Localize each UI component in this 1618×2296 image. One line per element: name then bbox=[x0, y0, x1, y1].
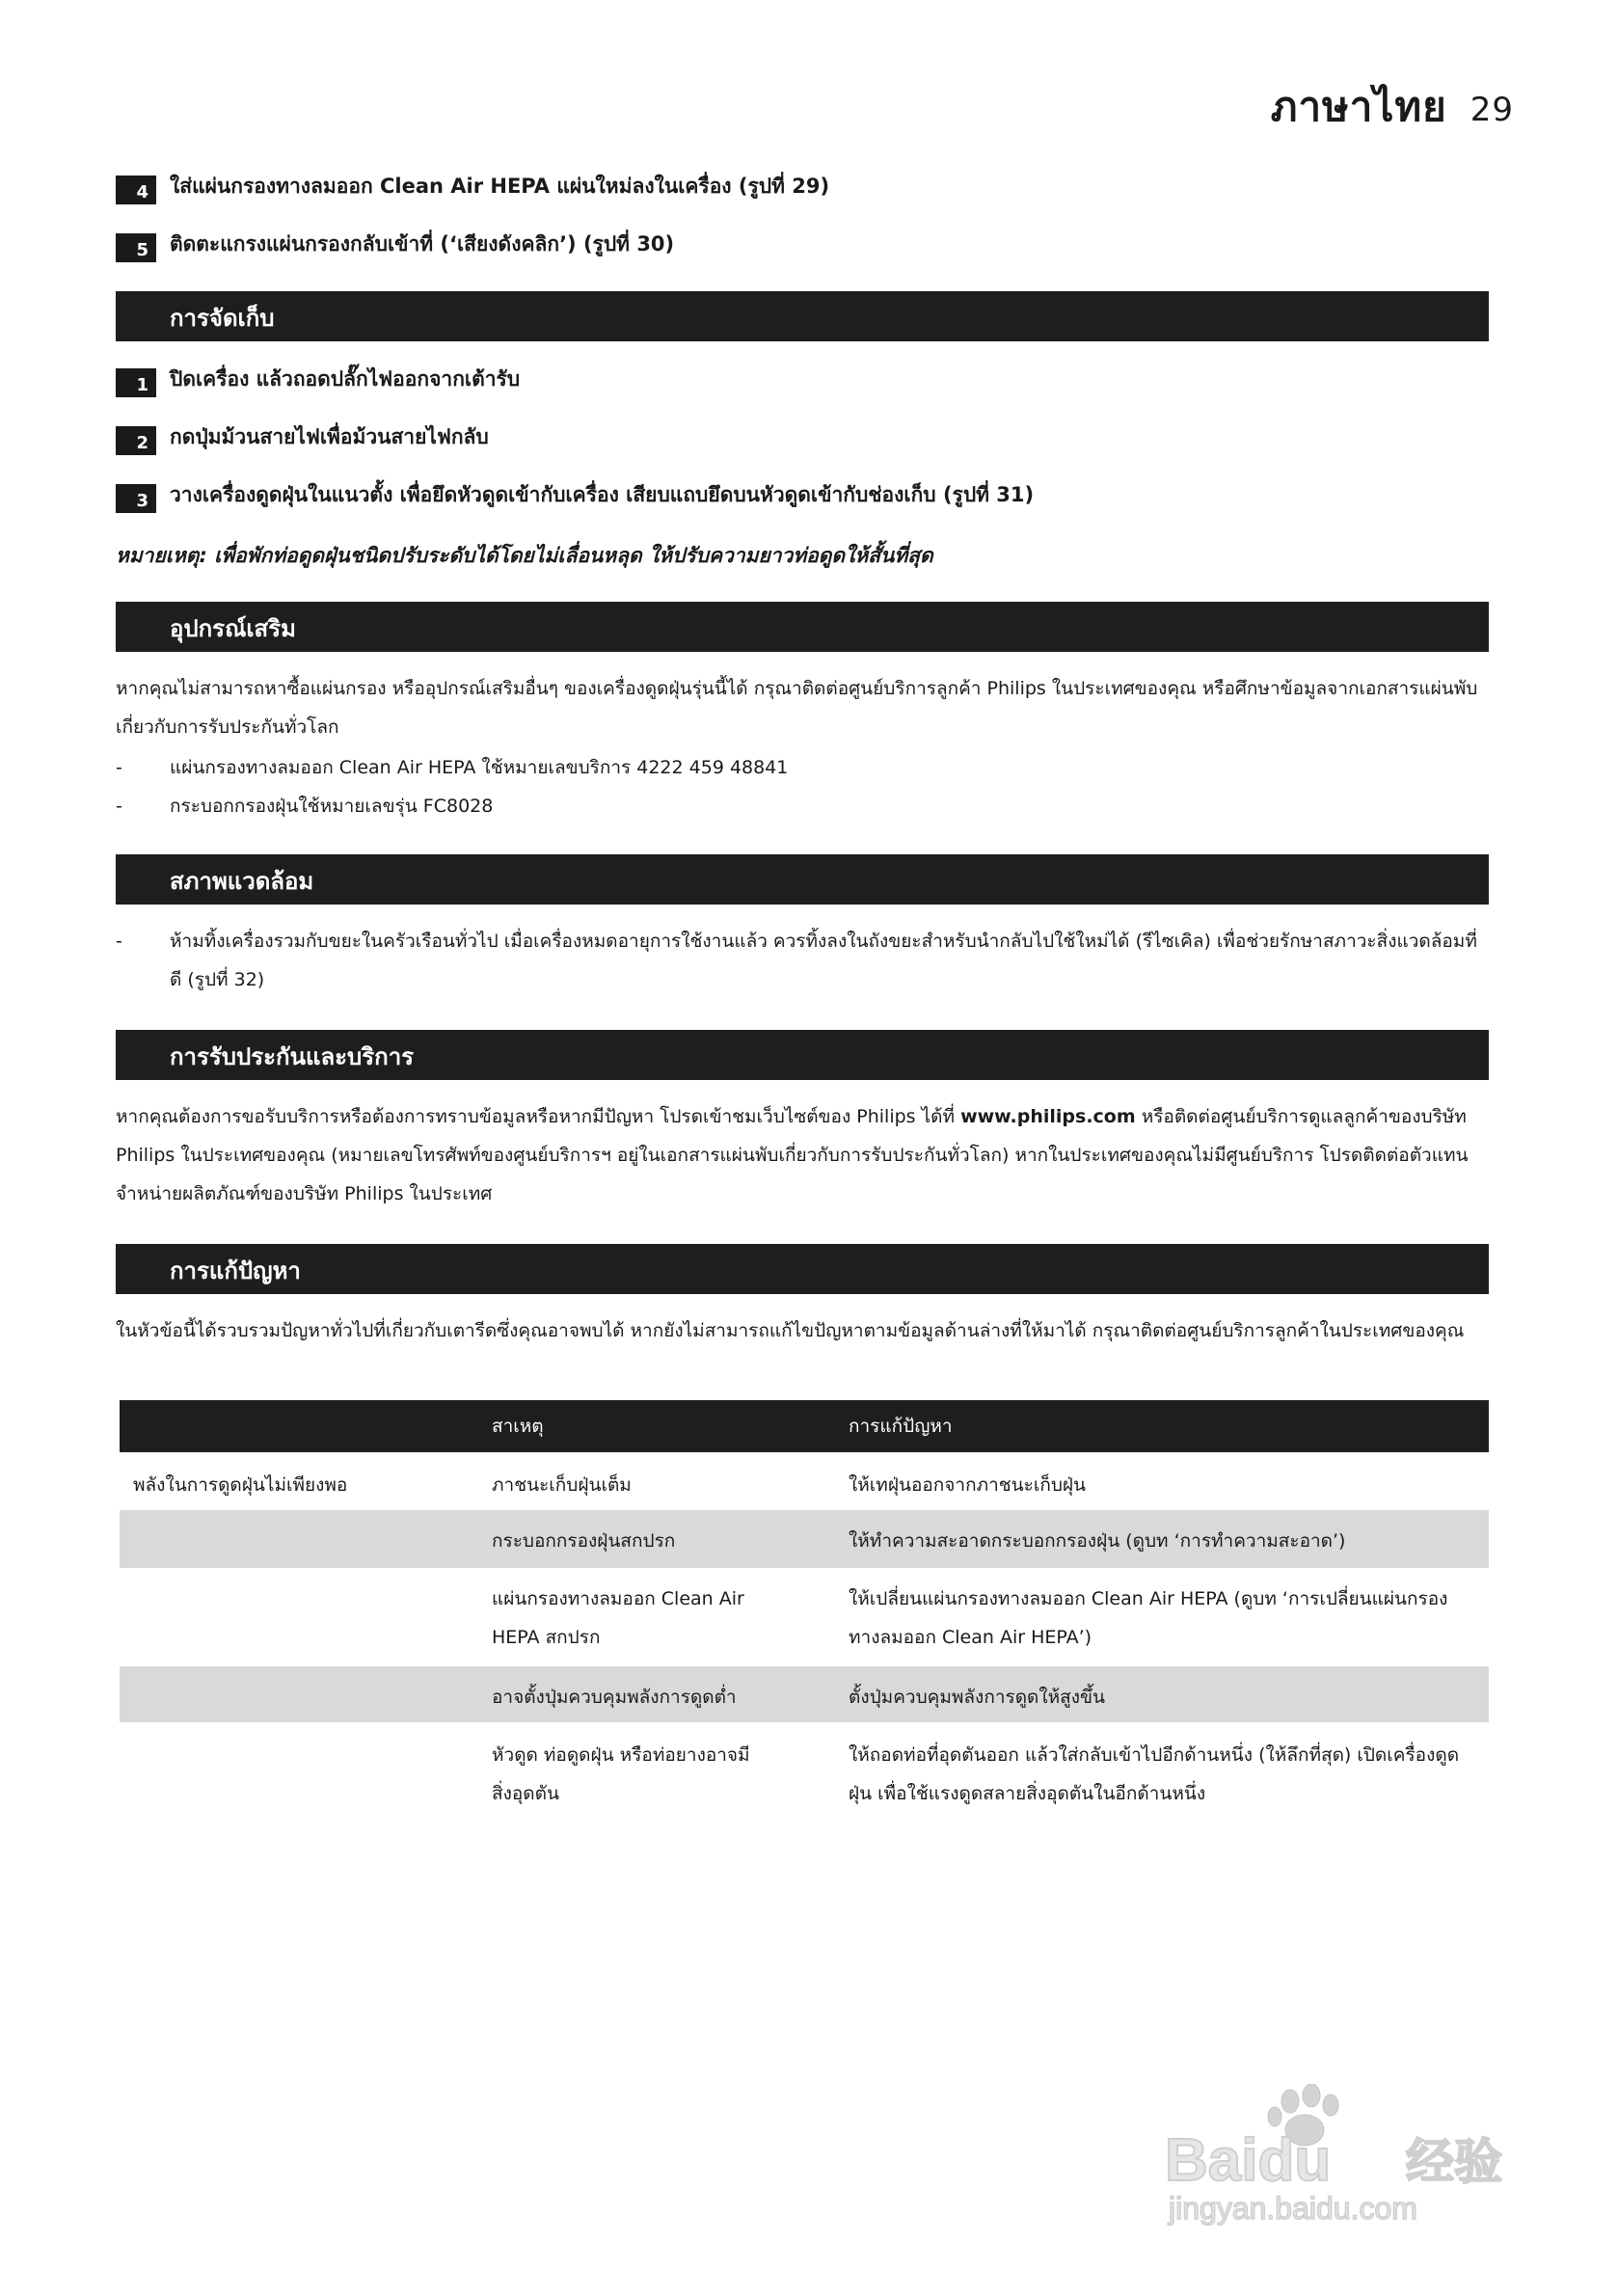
table-row bbox=[120, 1568, 1489, 1666]
step-text: ติดตะแกรงแผ่นกรองกลับเข้าที่ (‘เสียงดังคลิก’) (รูปที่ 30) bbox=[170, 231, 675, 256]
step-text: ปิดเครื่อง แล้วถอดปลั๊กไฟออกจากเต้ารับ bbox=[170, 366, 521, 391]
troubleshooting-paragraph: ในหัวข้อนี้ได้รวบรวมปัญหาทั่วไปที่เกี่ยวกับเตารีดซึ่งคุณอาจพบได้ หากยังไม่สามารถแก้ไขปัญหาตามข้อมูลด้านล่างที่ให้มาได้ กรุณาติดต่อศูนย์บริการลูกค้าในประเทศของคุณ bbox=[116, 1320, 1465, 1341]
cell-solution: ให้เทฝุ่นออกจากภาชนะเก็บฝุ่น bbox=[849, 1474, 1087, 1496]
environment-bullet-1 bbox=[116, 922, 1489, 999]
table-row bbox=[120, 1510, 1489, 1568]
section-heading-warranty: การรับประกันและบริการ bbox=[116, 1030, 1489, 1080]
philips-website-link[interactable]: www.philips.com bbox=[960, 1106, 1136, 1127]
step-text: วางเครื่องดูดฝุ่นในแนวตั้ง เพื่อยึดหัวดูดเข้ากับเครื่อง เสียบแถบยึดบนหัวดูดเข้ากับช่องเก็บ (รูปที่ 31) bbox=[170, 482, 1035, 506]
step-number: 3 bbox=[116, 484, 156, 513]
section-heading-storage: การจัดเก็บ bbox=[116, 291, 1489, 341]
cell-solution: ให้ทำความสะอาดกระบอกกรองฝุ่น (ดูบท ‘การทำความสะอาด’) bbox=[849, 1530, 1346, 1552]
baidu-jingyan-watermark bbox=[1146, 2084, 1551, 2228]
section-heading-troubleshooting: การแก้ปัญหา bbox=[116, 1244, 1489, 1294]
language-title: ภาษาไทย bbox=[1270, 83, 1447, 130]
cell-problem bbox=[120, 1580, 492, 1666]
watermark-brand: Baidu bbox=[1165, 2127, 1332, 2194]
table-row bbox=[120, 1666, 1489, 1722]
step-number: 1 bbox=[116, 368, 156, 397]
cell-solution: ให้ถอดท่อที่อุดตันออก แล้วใส่กลับเข้าไปอีกด้านหนึ่ง (ให้ลึกที่สุด) เปิดเครื่องดูดฝุ่น เพื่อใช้แรงดูดสลายสิ่งอุดตันในอีกด้านหนึ่ง bbox=[849, 1744, 1460, 1804]
cell-cause: หัวดูด ท่อดูดฝุ่น หรือท่อยางอาจมีสิ่งอุดตัน bbox=[492, 1744, 750, 1804]
storage-step-3 bbox=[116, 476, 1034, 513]
step-text: ใส่แผ่นกรองทางลมออก Clean Air HEPA แผ่นใหม่ลงในเครื่อง (รูปที่ 29) bbox=[170, 174, 830, 198]
cell-solution: ตั้งปุ่มควบคุมพลังการดูดให้สูงขึ้น bbox=[849, 1687, 1106, 1708]
page-header bbox=[1271, 75, 1514, 139]
cell-problem: พลังในการดูดฝุ่นไม่เพียงพอ bbox=[133, 1474, 348, 1496]
accessories-paragraph: หากคุณไม่สามารถหาซื้อแผ่นกรอง หรืออุปกรณ์เสริมอื่นๆ ของเครื่องดูดฝุ่นรุ่นนี้ได้ กรุณาติดต่อศูนย์บริการลูกค้า Philips ในประเทศของคุณ หรือศึกษาข้อมูลจากเอกสารแผ่นพับเกี่ยวกับการรับประกันทั่วโลก bbox=[116, 678, 1478, 738]
cell-cause: อาจตั้งปุ่มควบคุมพลังการดูดต่ำ bbox=[492, 1687, 737, 1708]
storage-step-1 bbox=[116, 361, 520, 397]
watermark-cn: 经验 bbox=[1406, 2134, 1502, 2190]
bullet-dash: - bbox=[116, 796, 122, 817]
cell-problem bbox=[120, 1678, 492, 1722]
page-number: 29 bbox=[1470, 91, 1514, 129]
cell-problem bbox=[120, 1736, 492, 1819]
table-header bbox=[120, 1400, 1489, 1452]
warranty-paragraph bbox=[116, 1097, 1489, 1213]
bullet-text: ห้ามทิ้งเครื่องรวมกับขยะในครัวเรือนทั่วไป เมื่อเครื่องหมดอายุการใช้งานแล้ว ควรทิ้งลงในถังขยะสำหรับนำกลับไปใช้ใหม่ได้ (รีไซเคิล) เพื่อช่วยรักษาสภาวะสิ่งแวดล้อมที่ดี (รูปที่ 32) bbox=[170, 931, 1477, 990]
step-number: 4 bbox=[116, 176, 156, 204]
cell-cause: กระบอกกรองฝุ่นสกปรก bbox=[492, 1530, 676, 1552]
column-header-problem bbox=[120, 1400, 492, 1452]
step-number: 2 bbox=[116, 426, 156, 455]
watermark-domain: jingyan.baidu.com bbox=[1169, 2191, 1417, 2226]
cell-problem bbox=[120, 1522, 492, 1568]
cell-cause: ภาชนะเก็บฝุ่นเต็ม bbox=[492, 1474, 632, 1496]
table-row bbox=[120, 1452, 1489, 1510]
step-4 bbox=[116, 168, 829, 204]
warranty-text-after: หรือติดต่อศูนย์บริการดูแลลูกค้าของบริษัท Philips ในประเทศของคุณ (หมายเลขโทรศัพท์ของศูนย์บริการฯ อยู่ในเอกสารแผ่นพับเกี่ยวกับการรับประกันทั่วโลก) หากในประเทศของคุณไม่มีศูนย์บริการ โปรดติดต่อตัวแทนจำหน่ายผลิตภัณฑ์ของบริษัท Philips ในประเทศ bbox=[116, 1106, 1469, 1204]
bullet-dash: - bbox=[116, 931, 122, 952]
troubleshooting-table bbox=[120, 1400, 1489, 1819]
accessories-bullet-2 bbox=[116, 787, 1489, 825]
accessories-bullet-1 bbox=[116, 748, 1489, 787]
storage-note: หมายเหตุ: เพื่อพักท่อดูดฝุ่นชนิดปรับระดับได้โดยไม่เลื่อนหลุด ให้ปรับความยาวท่อดูดให้สั้นที่สุด bbox=[116, 544, 933, 567]
bullet-text: แผ่นกรองทางลมออก Clean Air HEPA ใช้หมายเลขบริการ 4222 459 48841 bbox=[170, 757, 789, 778]
cell-cause: แผ่นกรองทางลมออก Clean Air HEPA สกปรก bbox=[492, 1588, 744, 1648]
table-row bbox=[120, 1722, 1489, 1819]
column-header-cause: สาเหตุ bbox=[492, 1416, 544, 1437]
step-text: กดปุ่มม้วนสายไฟเพื่อม้วนสายไฟกลับ bbox=[170, 424, 489, 448]
storage-step-2 bbox=[116, 419, 489, 455]
section-heading-accessories: อุปกรณ์เสริม bbox=[116, 602, 1489, 652]
step-5 bbox=[116, 226, 674, 262]
bullet-dash: - bbox=[116, 757, 122, 778]
cell-solution: ให้เปลี่ยนแผ่นกรองทางลมออก Clean Air HEPA (ดูบท ‘การเปลี่ยนแผ่นกรองทางลมออก Clean Air HEPA’) bbox=[849, 1588, 1448, 1648]
bullet-text: กระบอกกรองฝุ่นใช้หมายเลขรุ่น FC8028 bbox=[170, 796, 494, 817]
step-number: 5 bbox=[116, 233, 156, 262]
warranty-text-before: หากคุณต้องการขอรับบริการหรือต้องการทราบข้อมูลหรือหากมีปัญหา โปรดเข้าชมเว็บไซต์ของ Philips ได้ที่ bbox=[116, 1106, 961, 1127]
section-heading-environment: สภาพแวดล้อม bbox=[116, 854, 1489, 905]
column-header-solution: การแก้ปัญหา bbox=[849, 1416, 953, 1437]
